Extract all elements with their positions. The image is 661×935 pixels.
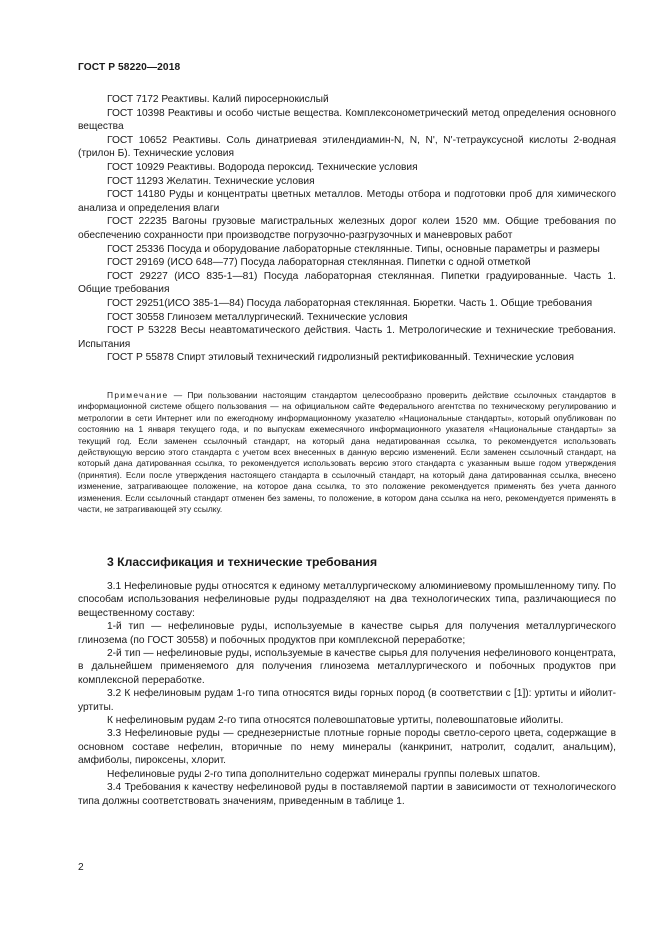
reference-item: ГОСТ 14180 Руды и концентраты цветных металлов. Методы отбора и подготовки проб для химического анализа и определения влаги	[78, 189, 616, 214]
reference-item: ГОСТ Р 55878 Спирт этиловый технический гидролизный ректификованный. Технические условия	[107, 352, 575, 364]
reference-item: ГОСТ 10652 Реактивы. Соль динатриевая этилендиамин-N, N, N', N'-тетрауксусной кислоты 2-водная (трилон Б). Технические условия	[78, 134, 616, 160]
page-number: 2	[78, 862, 84, 873]
note-paragraph	[78, 390, 616, 515]
reference-item: ГОСТ 30558 Глинозем металлургический. Технические условия	[107, 311, 408, 323]
section-paragraph: К нефелиновым рудам 2-го типа относятся полевошпатовые уртиты, полевошпатовые ийолиты.	[107, 715, 564, 727]
section-body	[78, 580, 616, 808]
reference-item: ГОСТ Р 53228 Весы неавтоматического действия. Часть 1. Метрологические и технические требования. Испытания	[78, 325, 616, 350]
note-label: Примечание	[107, 390, 169, 400]
reference-item: ГОСТ 29251(ИСО 385-1—84) Посуда лабораторная стеклянная. Бюретки. Часть 1. Общие требования	[107, 297, 593, 309]
reference-item: ГОСТ 29227 (ИСО 835-1—81) Посуда лабораторная стеклянная. Пипетки градуированные. Часть 1. Общие требования	[78, 270, 616, 296]
section-paragraph: 1-й тип — нефелиновые руды, используемые в качестве сырья для получения металлургического глинозема (по ГОСТ 30558) и побочных продуктов при комплексной переработке;	[78, 621, 616, 646]
normative-references-list	[78, 93, 616, 365]
reference-item: ГОСТ 10929 Реактивы. Водорода пероксид. Технические условия	[107, 161, 418, 173]
section-paragraph: 3.1 Нефелиновые руды относятся к единому металлургическому алюминиевому промышленному типу. По способам использования нефелиновые руды подразделяют на два технологических типа, различающиеся по вещественному составу:	[78, 581, 616, 619]
section-title: 3 Классификация и технические требования	[107, 555, 378, 569]
section-paragraph: 3.4 Требования к качеству нефелиновой руды в поставляемой партии в зависимости от технологического типа должны соответствовать значениям, приведенным в таблице 1.	[78, 782, 616, 807]
reference-item: ГОСТ 11293 Желатин. Технические условия	[107, 175, 315, 187]
reference-item: ГОСТ 25336 Посуда и оборудование лабораторные стеклянные. Типы, основные параметры и размеры	[107, 243, 600, 255]
reference-item: ГОСТ 29169 (ИСО 648—77) Посуда лабораторная стеклянная. Пипетки с одной отметкой	[107, 257, 531, 269]
section-paragraph: Нефелиновые руды 2-го типа дополнительно содержат минералы группы полевых шпатов.	[107, 768, 541, 780]
section-paragraph: 2-й тип — нефелиновые руды, используемые в качестве сырья для получения нефелинового концентрата, в дальнейшем применяемого для получения глинозема металлургического и побочных продуктов при комплексной переработке.	[78, 648, 616, 686]
page-header-doc-code: ГОСТ Р 58220—2018	[78, 62, 181, 73]
reference-item: ГОСТ 10398 Реактивы и особо чистые вещества. Комплексонометрический метод определения основного вещества	[78, 107, 616, 133]
section-paragraph: 3.2 К нефелиновым рудам 1-го типа относятся виды горных пород (в соответствии с [1]): уртиты и ийолит-уртиты.	[78, 688, 616, 713]
section-paragraph: 3.3 Нефелиновые руды — среднезернистые плотные горные породы светло-серого цвета, содержащие в основном составе нефелин, вторичные по нему минералы (канкринит, натролит, содалит, анальцим), амфиболы, пироксены, хлорит.	[78, 728, 616, 767]
note-text: — При пользовании настоящим стандартом целесообразно проверить действие ссылочных стандартов в информационной системе общего пользования — на официальном сайте Федерального агентства по техническому регулированию и метрологии в сети Интернет или по ежегодному информационному указателю «Национальные стандарты», который опубликован по состоянию на 1 января текущего года, и по выпускам ежемесячного информационного указателя «Национальные стандарты» за текущий год. Если заменен ссылочный стандарт, на который дана недатированная ссылка, то рекомендуется использовать действующую версию этого стандарта с учетом всех внесенных в данную версию изменений. Если заменен ссылочный стандарт, на который дана датированная ссылка, то рекомендуется использовать версию этого стандарта с указанным выше годом утверждения (принятия). Если после утверждения настоящего стандарта в ссылочный стандарт, на который дана датированная ссылка, внесено изменение, затрагивающее положение, на которое дана ссылка, то это положение рекомендуется применять без учета данного изменения. Если ссылочный стандарт отменен без замены, то положение, в котором дана ссылка на него, рекомендуется применять в части, не затрагивающей эту ссылку.	[78, 390, 616, 515]
reference-item: ГОСТ 22235 Вагоны грузовые магистральных железных дорог колеи 1520 мм. Общие требования по обеспечению сохранности при производстве погрузочно-разгрузочных и маневровых работ	[78, 216, 616, 241]
reference-item: ГОСТ 7172 Реактивы. Калий пиросернокислый	[107, 94, 329, 105]
